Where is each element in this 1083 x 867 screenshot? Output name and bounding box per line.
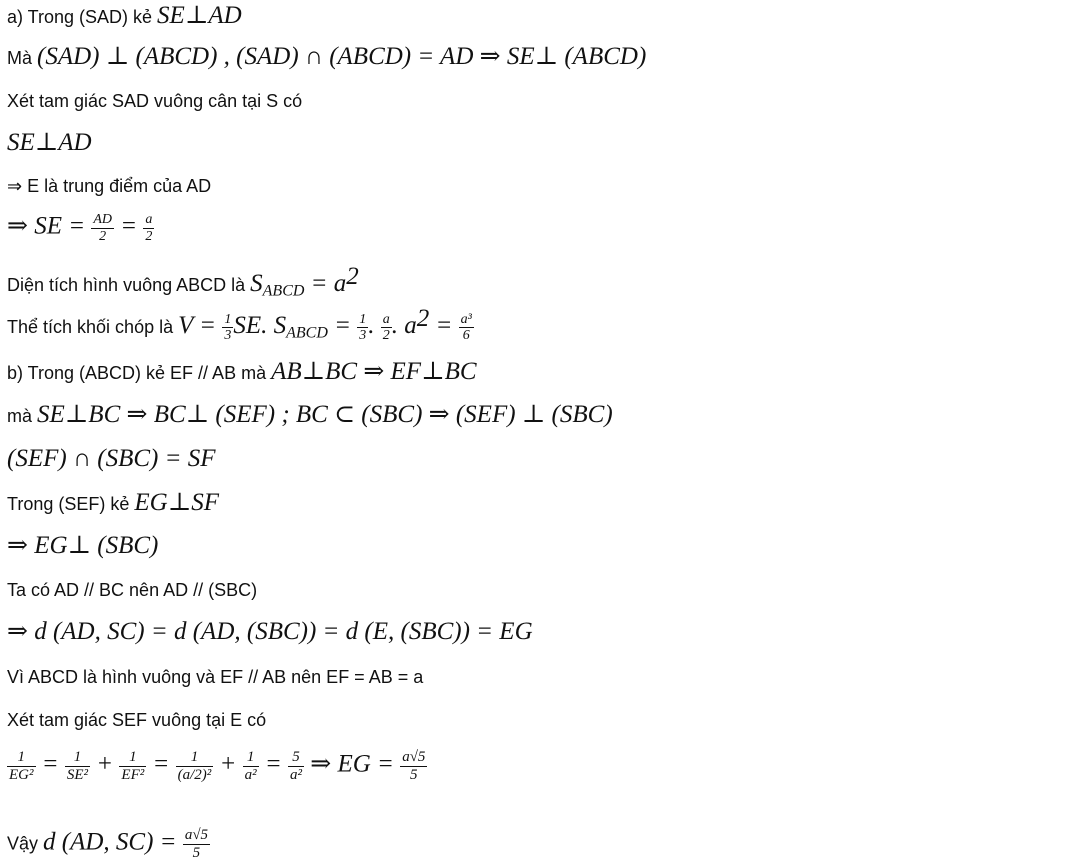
fraction-1-over-a2: $\frac{1}{\text{a²}}$ xyxy=(244,749,257,783)
fraction-1-over-a-half-squared: $\frac{1}{\text{(a/2)²}}$ xyxy=(177,749,212,783)
line-part-b-construct: b) Trong (ABCD) kẻ EF // AB mà AB⊥BC ⇒ EF⊥BC xyxy=(7,358,477,385)
fraction-one-third-2: $\frac{1}{3}$ xyxy=(359,311,367,344)
fraction-ad-over-2: $\frac{AD}{2}$ xyxy=(93,212,113,244)
fraction-a-over-2-b: $\frac{a}{2}$ xyxy=(382,311,390,344)
fraction-a3-over-6: $\frac{\text{a³}}{6}$ xyxy=(460,311,472,344)
line-eg-formula: $\frac{1}{\text{EG²}}$ = $\frac{1}{\text{SE²}}$ + $\frac{1}{\text{EF²}}$ = $\frac{1}{\text{(a/2)²}}$ + $\frac{1}{\text{a²}}$ = $\frac{5}{\text{a²}}$ ⇒ EG = $\frac{a√5}{5}$ xyxy=(9,749,426,783)
line-triangle-sad: Xét tam giác SAD vuông cân tại S có xyxy=(7,91,303,111)
line-se-length: ⇒ SE = $\frac{AD}{2}$ = $\frac{a}{2}$ xyxy=(7,212,153,244)
line-eg-perp-sf: Trong (SEF) kẻ EG⊥SF xyxy=(7,489,219,516)
line-plane-perpendicular: Mà (SAD) ⊥ (ABCD) , (SAD) ∩ (ABCD) = AD ⇒ SE⊥ (ABCD) xyxy=(7,43,647,70)
line-se-perp-ad: SE⊥AD xyxy=(7,129,92,156)
line-triangle-sef: Xét tam giác SEF vuông tại E có xyxy=(7,710,267,730)
fraction-final: $\frac{a√5}{5}$ xyxy=(184,827,209,861)
fraction-1-over-ef2: $\frac{1}{\text{EF²}}$ xyxy=(121,749,145,783)
line-intersection-sf: (SEF) ∩ (SBC) = SF xyxy=(7,445,216,472)
line-eg-perp-sbc: ⇒ EG⊥ (SBC) xyxy=(7,532,159,559)
fraction-a-sqrt5-over-5: $\frac{a√5}{5}$ xyxy=(402,749,426,783)
fraction-1-over-se2: $\frac{1}{\text{SE²}}$ xyxy=(66,749,89,783)
line-part-a-construct: a) Trong (SAD) kẻ SE⊥AD xyxy=(7,2,242,29)
line-conclusion: Vậy d (AD, SC) = $\frac{a√5}{5}$ xyxy=(7,827,209,861)
line-bc-perp-sef: mà SE⊥BC ⇒ BC⊥ (SEF) ; BC ⊂ (SBC) ⇒ (SEF) ⊥ (SBC) xyxy=(7,401,613,428)
fraction-a-over-2: $\frac{a}{2}$ xyxy=(145,212,153,244)
line-e-midpoint: ⇒ E là trung điểm của AD xyxy=(7,176,212,196)
fraction-5-over-a2: $\frac{5}{\text{a²}}$ xyxy=(290,749,303,783)
line-area: Diện tích hình vuông ABCD là $S_{ABCD} = a^2$ xyxy=(7,263,359,300)
fraction-one-third: $\frac{1}{3}$ xyxy=(224,311,232,344)
fraction-1-over-eg2: $\frac{1}{\text{EG²}}$ xyxy=(9,749,34,783)
line-ad-parallel: Ta có AD // BC nên AD // (SBC) xyxy=(7,580,258,600)
line-volume: Thể tích khối chóp là V = $\frac{1}{3}$ SE. $S_{ABCD}$ = $\frac{1}{3}$ . $\frac{a}{2}$ . $a^2$ = $\frac{\text{a³}}{6}$ xyxy=(7,305,472,344)
line-ef-equals-ab: Vì ABCD là hình vuông và EF // AB nên EF = AB = a xyxy=(7,667,424,687)
line-distance-eq: ⇒ d (AD, SC) = d (AD, (SBC)) = d (E, (SBC)) = EG xyxy=(7,618,533,645)
